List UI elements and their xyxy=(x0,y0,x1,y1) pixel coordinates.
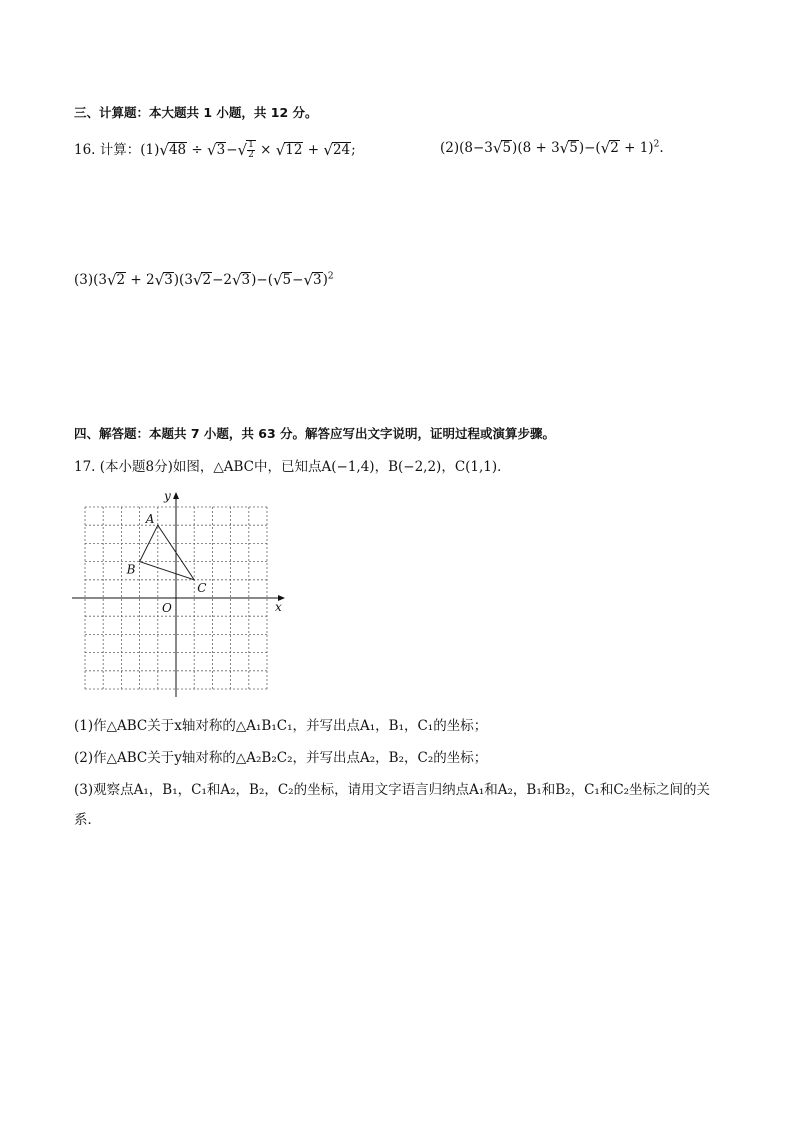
triangle-abc xyxy=(140,525,195,580)
coordinate-grid-figure xyxy=(72,490,292,700)
y-axis-arrow xyxy=(173,492,179,499)
point-label-b: B xyxy=(126,562,136,577)
q16-part2-expression: $(8-3√5)(8 + 3√5)-(√2 + 1)^2$. xyxy=(459,139,664,157)
q16-part3-expression: $(3√2 + 2√3)(3√2-2√3)-(√5-√3)^2$ xyxy=(93,271,334,289)
q16-part1-expression: √48 ÷ √3−√ $\frac{1}{2}$ × √12 + √24; xyxy=(159,140,356,160)
triangle-outline xyxy=(140,525,195,580)
question-16-part3 xyxy=(74,272,334,288)
y-axis-label: y xyxy=(164,490,171,503)
q16-part2-label: (2) xyxy=(440,140,460,156)
question-17-part3-line2: 系． xyxy=(74,812,101,828)
question-16-line-1 xyxy=(74,140,356,160)
axes xyxy=(72,492,285,697)
question-16-part2 xyxy=(440,140,664,156)
origin-label: O xyxy=(162,601,172,615)
question-16-lead: 16. 计算： xyxy=(74,142,141,158)
question-17-part2: (2)作△ABC关于y轴对称的△A₂B₂C₂，并写出点A₂，B₂，C₂的坐标； xyxy=(74,750,488,766)
figure-labels xyxy=(126,490,282,615)
question-17-part3-line1: (3)观察点A₁，B₁，C₁和A₂，B₂，C₂的坐标，请用文字语言归纳点A₁和A₂，B₁和B₂，C₁和C₂坐标之间的关 xyxy=(74,782,711,798)
q16-part3-label: (3) xyxy=(74,272,94,288)
x-axis-label: x xyxy=(275,600,282,614)
question-17-part1: (1)作△ABC关于x轴对称的△A₁B₁C₁，并写出点A₁，B₁，C₁的坐标； xyxy=(74,718,488,734)
point-label-c: C xyxy=(197,580,207,595)
question-17-stem: 17. (本小题8分)如图，△ABC中，已知点A(−1,4)，B(−2,2)，C(1,1)． xyxy=(74,459,511,475)
point-label-a: A xyxy=(145,512,155,527)
q16-part1-label: (1) xyxy=(140,142,160,158)
section-3-heading: 三、计算题：本大题共 1 小题，共 12 分。 xyxy=(74,105,318,120)
section-4-heading: 四、解答题：本题共 7 小题，共 63 分。解答应写出文字说明，证明过程或演算步骤。 xyxy=(74,426,556,441)
